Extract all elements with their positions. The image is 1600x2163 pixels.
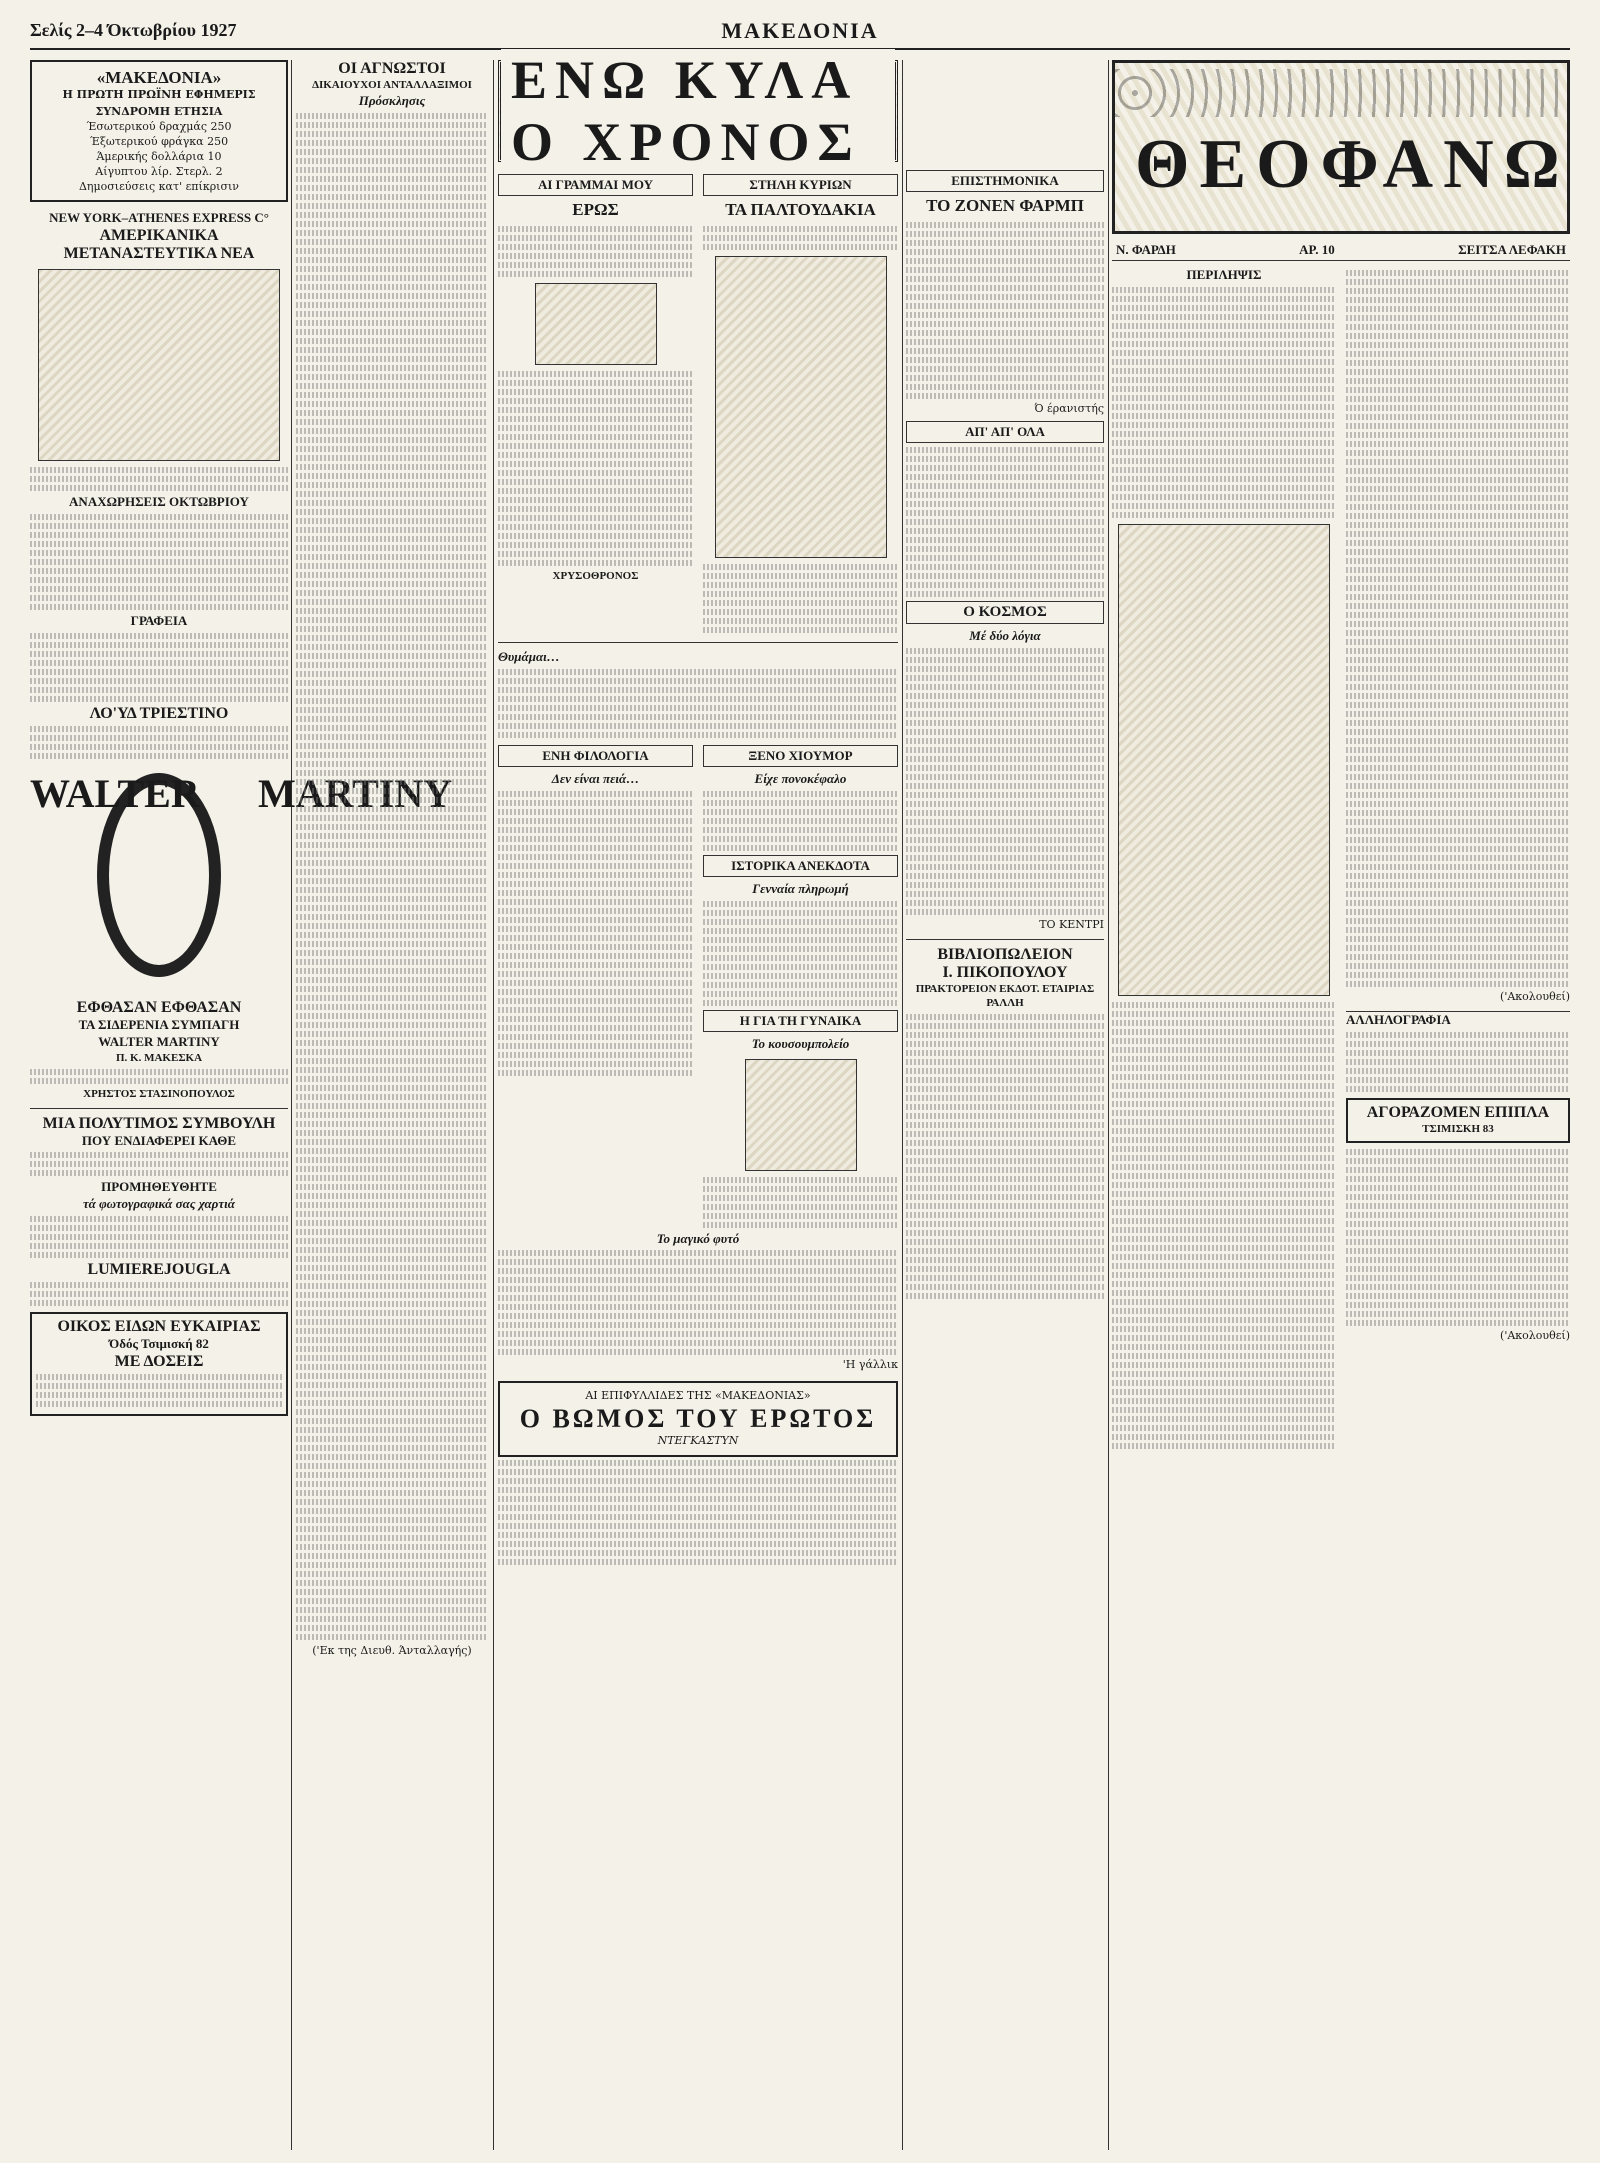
anthology-section: ΕΝΗ ΦΙΛΟΛΟΓΙΑ [498,745,693,767]
home-goods-title: ΟΙΚΟΣ ΕΙΔΩΝ ΕΥΚΑΙΡΙΑΣ [57,1318,261,1336]
subscription-line: Έξωτερικού φράγκα 250 [89,135,229,149]
serial-author: Ν. ΦΑΡΔΗ [1116,242,1176,257]
offices-header: ΓΡΑΦΕΙΑ [130,613,188,629]
martiny-vertical-text: MARTINY [258,771,453,817]
author-signature: ΧΡΥΣΟΘΡΟΝΟΣ [552,570,639,582]
notice-signature: ('Εκ της Διευθ. Άνταλλαγής) [312,1643,472,1657]
coat-fashion-illustration [715,256,887,558]
agent-name: Π. Κ. ΜΑΚΕΣΚΑ [115,1051,203,1064]
furniture-ad [1346,1098,1570,1143]
departures-header: ΑΝΑΧΩΡΗΣΕΙΣ ΟΚΤΩΒΡΙΟΥ [69,494,249,510]
invitation-label: Πρόσκλησις [358,92,426,108]
mail-header: ΑΛΛΗΛΟΓΡΑΦΙΑ [1346,1011,1570,1029]
for-woman-section: Η ΓΙΑ ΤΗ ΓΥΝΑΙΚΑ [703,1010,898,1032]
paper-title: «ΜΑΚΕΔΟΝΙΑ» [96,68,222,87]
triestino-header: ΛΟ'ΥΔ ΤΡΙΕΣΤΙΝΟ [89,705,229,723]
feature-banner: ΕΝΩ ΚΥΛΑ Ο ΧΡΟΝΟΣ [498,60,898,162]
theofano-banner [1112,60,1570,234]
unknown-subheader: ΔΙΚΑΙΟΥΧΟΙ ΑΝΤΑΛΛΑΞΙΜΟΙ [312,79,472,91]
subscription-box [30,60,288,202]
science-section: ΕΠΙΣΤΗΜΟΝΙΚΑ [906,170,1104,192]
unknown-header: ΟΙ ΑΓΝΩΣΤΟΙ [338,60,446,77]
notice-column [296,60,488,2150]
masthead [30,14,1570,50]
bookstore-address: ΠΡΑΚΤΟΡΕΙΟΝ ΕΚΔΟΤ. ΕΤΑΙΡΙΑΣ ΡΑΛΛΗ [915,982,1095,1010]
couple-illustration [535,283,657,365]
america-header: ΑΜΕΡΙΚΑΝΙΚΑ ΜΕΤΑΝΑΣΤΕΥΤΙΚΑ ΝΕΑ [63,227,255,263]
subscription-line: Άμερικής δολλάρια 10 [96,149,222,163]
serial-translator: ΣΕΙΤΣΑ ΛΕΦΑΚΗ [1458,242,1566,257]
furniture-ad-title: ΑΓΟΡΑΖΟΜΕΝ ΕΠΙΠΛΑ [1366,1103,1550,1121]
statue-of-liberty-image [38,269,280,461]
furniture-ad-address: ΤΣΙΜΙΣΚΗ 83 [1422,1122,1494,1135]
byzantine-scene-illustration [1118,524,1330,996]
installments-label: ΜΕ ΔΟΣΕΙΣ [114,1353,204,1371]
summary-header: ΠΕΡΙΛΗΨΙΣ [1186,267,1262,282]
serial-column [1112,60,1570,2150]
bookstore-header: ΒΙΒΛΙΟΠΩΛΕΙΟΝ [937,945,1073,963]
advice-sub: ΠΟΥ ΕΝΔΙΑΦΕΡΕΙ ΚΑΘΕ [81,1132,237,1148]
serial-meta-bar [1112,240,1570,261]
remember-subtitle: Θυμάμαι… [498,649,560,664]
my-letters-section: ΑΙ ΓΡΑΜΜΑΙ ΜΟΥ [498,174,693,196]
zonen-farm-title: ΤΟ ΖΟΝΕΝ ΦΑΡΜΠ [926,196,1084,215]
walter-name: WALTER MARTINY [98,1034,220,1050]
walter-martiny-ad [30,771,453,993]
subscription-label: ΣΥΝΔΡΟΜΗ ΕΤΗΣΙΑ [95,105,223,119]
lumiere-brand: LUMIEREJOUGLA [87,1261,231,1279]
ladies-column-section: ΣΤΗΛΗ ΚΥΡΙΩΝ [703,174,898,196]
stasinopoulos-name: ΧΡΗΣΤΟΣ ΣΤΑΣΙΝΟΠΟΥΛΟΣ [83,1087,235,1100]
eros-title: ΕΡΩΣ [572,200,619,219]
subscription-line: Έσωτερικού δραχμάς 250 [86,120,232,134]
buttonhole-title: Το κουσουμπολείο [751,1035,850,1051]
continued-label-2: ('Ακολουθεί) [1500,1328,1570,1342]
home-goods-ad [30,1312,288,1416]
notice-body [296,113,488,1640]
feature-column [498,50,898,2150]
theofano-title: ΘΕΟΦΑΝΩ [1135,126,1570,203]
headache-title: Είχε πονοκέφαλο [754,770,847,786]
miscellany-section: ΑΠ' ΑΠ' ΟΛΑ [906,421,1104,443]
no-longer-title: Δεν είναι πειά… [551,770,640,786]
serial-novel-header [498,1381,898,1457]
continued-label: ('Ακολουθεί) [1500,990,1570,1003]
magic-plant-title: Το μαγικό φυτό [656,1230,740,1246]
paper-subtitle: Η ΠΡΩΤΗ ΠΡΩΪΝΗ ΕΦΗΜΕΡΙΣ [62,87,256,101]
suppliers-header: ΠΡΟΜΗΘΕΥΘΗΤΕ [101,1179,217,1195]
woman-portrait-illustration [745,1059,857,1171]
humor-section: ΞΕΝΟ ΧΙΟΥΜΟΡ [703,745,898,767]
issue-date: Σελίς 2–4 Όκτωβρίου 1927 [30,20,237,40]
walter-vertical-text: WALTER [30,771,200,817]
ornament-decoration [1115,69,1567,117]
subscription-line: Αίγυπτου λίρ. Στερλ. 2 [95,164,223,178]
home-goods-address: Όδός Τσιμισκή 82 [109,1336,209,1352]
generous-payment-title: Γενναία πληρωμή [752,880,849,896]
feature-subcolumns [498,170,898,636]
in-two-words-subtitle: Μέ δύο λόγια [969,627,1041,643]
newspaper-name: ΜΑΚΕΔΟΝΙΑ [721,18,879,43]
subscription-line: Δημοσιεύσεις κατ' επίκρισιν [78,179,239,193]
kentri-signature: ΤΟ ΚΕΝΤΡΙ [1039,917,1104,931]
bookstore-name: Ι. ΠΙΚΟΠΟΥΛΟΥ [942,963,1068,981]
collector-signature: Ό έρανιστής [1034,402,1104,415]
express-header: NEW YORK–ATHENES EXPRESS C° [49,210,269,226]
photo-paper-text: τά φωτογραφικά σας χαρτιά [83,1196,235,1212]
science-column [906,60,1104,2150]
serial-number: ΑΡ. 10 [1299,242,1335,257]
serial-label: ΑΙ ΕΠΙΦΥΛΛΙΔΕΣ ΤΗΣ «ΜΑΚΕΔΟΝΙΑΣ» [585,1389,811,1403]
historical-section: ΙΣΤΟΡΙΚΑ ΑΝΕΚΔΟΤΑ [703,855,898,877]
efthasan-sub: ΤΑ ΣΙΔΕΡΕΝΙΑ ΣΥΜΠΑΓΗ [78,1017,240,1033]
world-section: Ο ΚΟΣΜΟΣ [906,601,1104,624]
efthasan-header: ΕΦΘΑΣΑΝ ΕΦΘΑΣΑΝ [76,999,242,1017]
magic-plant-signature: 'Η γάλλικ [842,1358,898,1372]
advice-header: ΜΙΑ ΠΟΛΥΤΙΜΟΣ ΣΥΜΒΟΥΛΗ [42,1114,276,1132]
serial-author: ΝΤΕΓΚΑΣΤΥΝ [657,1434,739,1448]
serial-title: Ο ΒΩΜΟΣ ΤΟΥ ΕΡΩΤΟΣ [519,1404,877,1434]
coats-title: ΤΑ ΠΑΛΤΟΥΔΑΚΙΑ [725,200,876,219]
